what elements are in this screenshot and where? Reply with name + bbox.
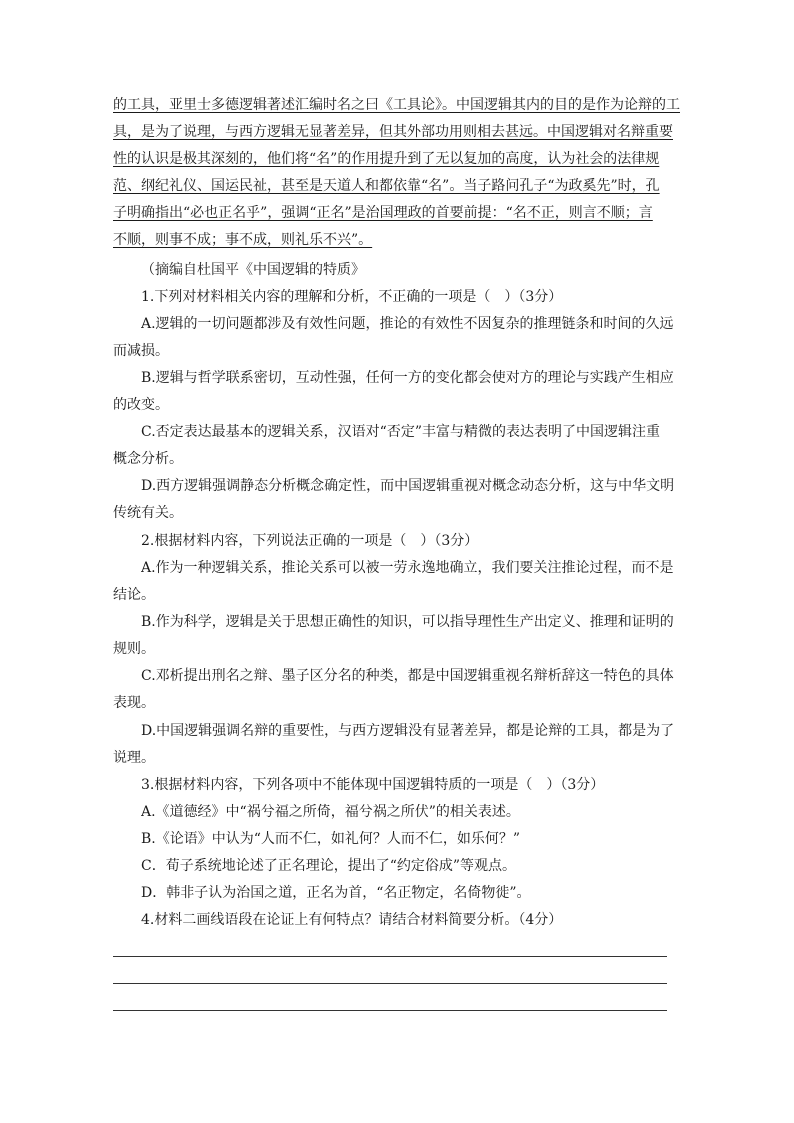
option-b[interactable]: B.《论语》中认为“人而不仁，如礼何？人而不仁，如乐何？” [141,831,521,847]
passage-line: 范、纲纪礼仪、国运民祉，甚至是天道人和都依靠“名”。当子路问孔子“为政奚先”时，孔 [113,178,660,194]
option-b[interactable]: B.作为科学，逻辑是关于思想正确性的知识，可以指导理性生产出定义、推理和证明的 [141,614,674,630]
passage-line: 不顺，则事不成；事不成，则礼乐不兴”。 [113,232,373,248]
option-b-cont: 的改变。 [113,397,169,413]
option-d[interactable]: D.西方逻辑强调静态分析概念确定性，而中国逻辑重视对概念动态分析，这与中华文明 [141,478,675,494]
question-stem: 2.根据材料内容，下列说法正确的一项是（ ）（3分） [141,533,479,549]
option-a-cont: 而减损。 [113,343,169,359]
passage-line: 具，是为了说理，与西方逻辑无显著差异，但其外部功用则相去甚远。中国逻辑对名辩重要 [113,124,673,140]
option-d-cont: 说理。 [113,750,155,766]
question-stem: 3.根据材料内容，下列各项中不能体现中国逻辑特质的一项是（ ）（3分） [141,777,605,793]
question-stem: 1.下列对材料相关内容的理解和分析，不正确的一项是（ ）（3分） [141,289,563,305]
answer-line[interactable] [113,956,667,957]
answer-line[interactable] [113,1010,667,1011]
option-a[interactable]: A.逻辑的一切问题都涉及有效性问题，推论的有效性不因复杂的推理链条和时间的久远 [141,316,674,332]
option-d[interactable]: D．韩非子认为治国之道，正名为首，“名正物定，名倚物徙”。 [141,885,531,901]
option-b-cont: 规则。 [113,641,155,657]
option-c[interactable]: C.邓析提出刑名之辩、墨子区分名的种类，都是中国逻辑重视名辩析辞这一特色的具体 [141,668,674,684]
option-b[interactable]: B.逻辑与哲学联系密切，互动性强，任何一方的变化都会使对方的理论与实践产生相应 [141,370,674,386]
source-citation: （摘编自杜国平《中国逻辑的特质》 [141,262,365,278]
option-d[interactable]: D.中国逻辑强调名辩的重要性，与西方逻辑没有显著差异，都是论辩的工具，都是为了 [141,723,675,739]
option-a-cont: 结论。 [113,587,155,603]
question-stem: 4.材料二画线语段在论证上有何特点？请结合材料简要分析。（4分） [141,912,563,928]
option-a[interactable]: A.《道德经》中“祸兮福之所倚，福兮祸之所伏”的相关表述。 [141,804,520,820]
option-c[interactable]: C.否定表达最基本的逻辑关系，汉语对“否定”丰富与精微的表达表明了中国逻辑注重 [141,424,660,440]
answer-line[interactable] [113,983,667,984]
option-c[interactable]: C．荀子系统地论述了正名理论，提出了“约定俗成”等观点。 [141,858,517,874]
passage-line: 的工具，亚里士多德逻辑著述汇编时名之曰《工具论》。中国逻辑其内的目的是作为论辩的工 [113,97,680,113]
option-c-cont: 表现。 [113,695,155,711]
option-c-cont: 概念分析。 [113,451,183,467]
option-a[interactable]: A.作为一种逻辑关系，推论关系可以被一劳永逸地确立，我们要关注推论过程，而不是 [141,560,674,576]
passage-line: 子明确指出“必也正名乎”，强调“正名”是治国理政的首要前提：“名不正，则言不顺；言 [113,205,653,221]
option-d-cont: 传统有关。 [113,505,183,521]
passage-line: 性的认识是极其深刻的，他们将“名”的作用提升到了无以复加的高度，认为社会的法律规 [113,151,660,167]
